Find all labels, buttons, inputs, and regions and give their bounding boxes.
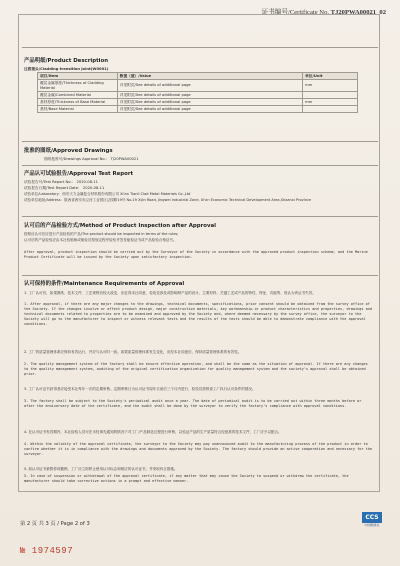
maintenance-p2-cn: 2. 工厂的质量管理体系应保持有效运行，并应与认可时一致。如果质量管理体系发生变化，应经本社同意后，保持质量管理体系的有效性。 — [24, 350, 242, 354]
divider — [22, 47, 378, 48]
maintenance-p3-cn: 3. 工厂认可证书获得者应接受本社每年一次的定期审核。定期审核日为认可证书周年日前后三个月内进行，检验员需核查工厂执行认可条件的情况。 — [24, 387, 256, 391]
page-number: 第 2 页 共 3 页 / Page 2 of 3 — [20, 521, 90, 527]
maintenance-p4-en: 4. Within the validity of the approval certificate, the surveyor to the Society may pay unannounced audit to the manufacturing process of the product in order to confirm whether it is in compliance with the drawings and documents approved by the Society. The factory should provide an active cooperation and necessary for the surveyor. — [24, 442, 373, 457]
maintenance-p2-en: 2. The quality management system of the factory shall be ensure effective operation, and shall be the same as the situation of approval. If there are any changes to the quality management system, auditing of the original certification organization for quality management system and the society's approval shall be obtained prior. — [24, 362, 368, 377]
certificate-number-label: 证书编号/Certificate No. — [261, 9, 330, 16]
maintenance-p4-cn: 4. 在认可证书有效期内，本社检验人员可在未经事先通知的情况下对工厂/产品制造过程进行审核，以验证产品的生产质量符合经批准的技术文件，工厂应予以配合。 — [24, 430, 282, 434]
test-laboratory: 试验单位/Laboratory：西安天力金属复合材料股份有限公司 Xi'an Tianli Clad Metal Materials Co.,Ltd — [24, 192, 191, 196]
cell-unit — [303, 92, 358, 99]
cell-value: 详见附页/See details of additional page — [117, 99, 302, 106]
drawings-heading: 批准的图纸/Approved Drawings — [24, 148, 113, 154]
ccs-stamp-text: 中国船级社 — [364, 523, 380, 527]
certificate-number-value: TJ20PWA00021_02 — [330, 9, 386, 16]
maintenance-p1-en: 1. After approval, if there are any major changes to the drawings, technical documents, specifications, prior consent should be obtained from the survey office of the Society. If the changes involve or affect product design, major construction materials, key workmanship or product characteristics and properties, drawings and technical documents related to properties are to be examined and approved by the Society and, where deemed necessary by the survey office, the surveyor to the Society will go to the manufacturer to inspect or witness relevant tests and the results of the tests should be able to demonstrate compliance with the approval conditions. — [24, 302, 373, 327]
drawings-approval-label: 图纸批准号/Drawings Approval No.： — [44, 157, 110, 161]
drawings-approval — [44, 157, 139, 162]
product-subheading: 过渡接头/Cladding transition joint(W0001) — [24, 67, 109, 71]
test-address: 试验单位地址/Address：陕西省西安市泾河工业园区泾园路19号 No.19 Xijin Road, Jingwei Industrial Zone, Xi'an Economic Technical Development Area,Shaanxi Province — [24, 198, 312, 202]
maintenance-p5-en: 5. In case of suspension or withdrawal of the approval certificate, if any matter that may cause the Society to suspend or withdraw the certificate, the manufacturer should take corrective actions in a prompt and effective manner. — [24, 474, 349, 484]
table-row — [38, 80, 358, 92]
table-row — [38, 106, 358, 113]
test-report-no-value: 2020-08-11 — [76, 180, 98, 184]
test-report-date-label: 试验报告日期/Test Report Date： — [24, 186, 82, 190]
ccs-stamp — [362, 512, 382, 544]
cell-item: 基材/Base Material — [38, 106, 118, 113]
divider — [22, 165, 378, 166]
product-heading: 产品明细/Product Description — [24, 58, 109, 64]
product-table — [37, 72, 358, 113]
test-report-no-label: 试验报告号/Test Report No.： — [24, 180, 76, 184]
ccs-logo-icon: CCS — [362, 512, 382, 523]
cell-item: 覆层金属/Combined Material — [38, 92, 118, 99]
test-report-date-value: 2020-08-11 — [82, 186, 105, 190]
method-para-3: After approval, product inspection should be carried out by the Surveyor of the Society in accordance with the approved product inspection scheme, and the Marine Product Certificate will be issued by the Society upon satisfactory inspection. — [24, 250, 368, 260]
maintenance-p3-en: 3. The factory shall be subject to the Society's periodical audit once a year. The date of periodical audit is to be carried out within three months before or after the anniversary date of the certificate, and the audit shall be done by the surveyor to verify the factory's compliance with approval conditions. — [24, 399, 362, 409]
test-heading: 产品认可试验报告/Approval Test Report — [24, 171, 134, 177]
table-header-row — [38, 73, 358, 80]
divider — [22, 275, 378, 276]
column-header-unit: 单位/Unit — [303, 73, 358, 80]
table-row — [38, 99, 358, 106]
cell-item: 基材厚度/Thickness of Base Material — [38, 99, 118, 106]
cell-value: 详见附页/See details of additional page — [117, 80, 302, 92]
cell-item: 覆层金属厚度/Thickness of Cladding Material — [38, 80, 118, 92]
column-header-item: 项目/Item — [38, 73, 118, 80]
method-heading: 认可后的产品检验方式/Method of Product Inspection after Approval — [24, 223, 216, 229]
method-para-1: 按相应认可后应进行产品检验的产品/The product should be inspected in terms of the rules; — [24, 232, 179, 236]
maintenance-heading: 认可保持的条件/Maintenance Requirements of Approval — [24, 281, 185, 287]
drawings-approval-no: TJ20PWA00021 — [110, 157, 139, 161]
cell-unit — [303, 106, 358, 113]
serial-number: № 1974597 — [20, 546, 74, 556]
cell-unit: mm — [303, 99, 358, 106]
cell-unit: mm — [303, 80, 358, 92]
test-report-no — [24, 180, 98, 185]
divider — [22, 141, 378, 142]
method-para-2: 认可后的产品检验应由本社验船师或船检员按规定程序检验并签发船检证书或产品检验合格证书。 — [24, 238, 177, 242]
divider — [22, 216, 378, 217]
test-report-date — [24, 186, 104, 191]
cell-value: 详见附页/See details of additional page — [117, 106, 302, 113]
maintenance-p5-cn: 5. 如认可证书被暂停或撤销，工厂应立即停止使用认可标志和相应的认可证书，并采取纠正措施。 — [24, 467, 178, 471]
table-row — [38, 92, 358, 99]
column-header-value: 数值（值）/Value — [117, 73, 302, 80]
maintenance-p1-cn: 1. 工厂认可后，如果图纸、技术文件、工艺规程有较大改变，应征得本社同意，若改变涉及或影响制产品的设计，主要材料、关键工艺或产品的特性、特征、功能等，则认为该证书失效。 — [24, 291, 316, 295]
cell-value: 详见附页/See details of additional page — [117, 92, 302, 99]
